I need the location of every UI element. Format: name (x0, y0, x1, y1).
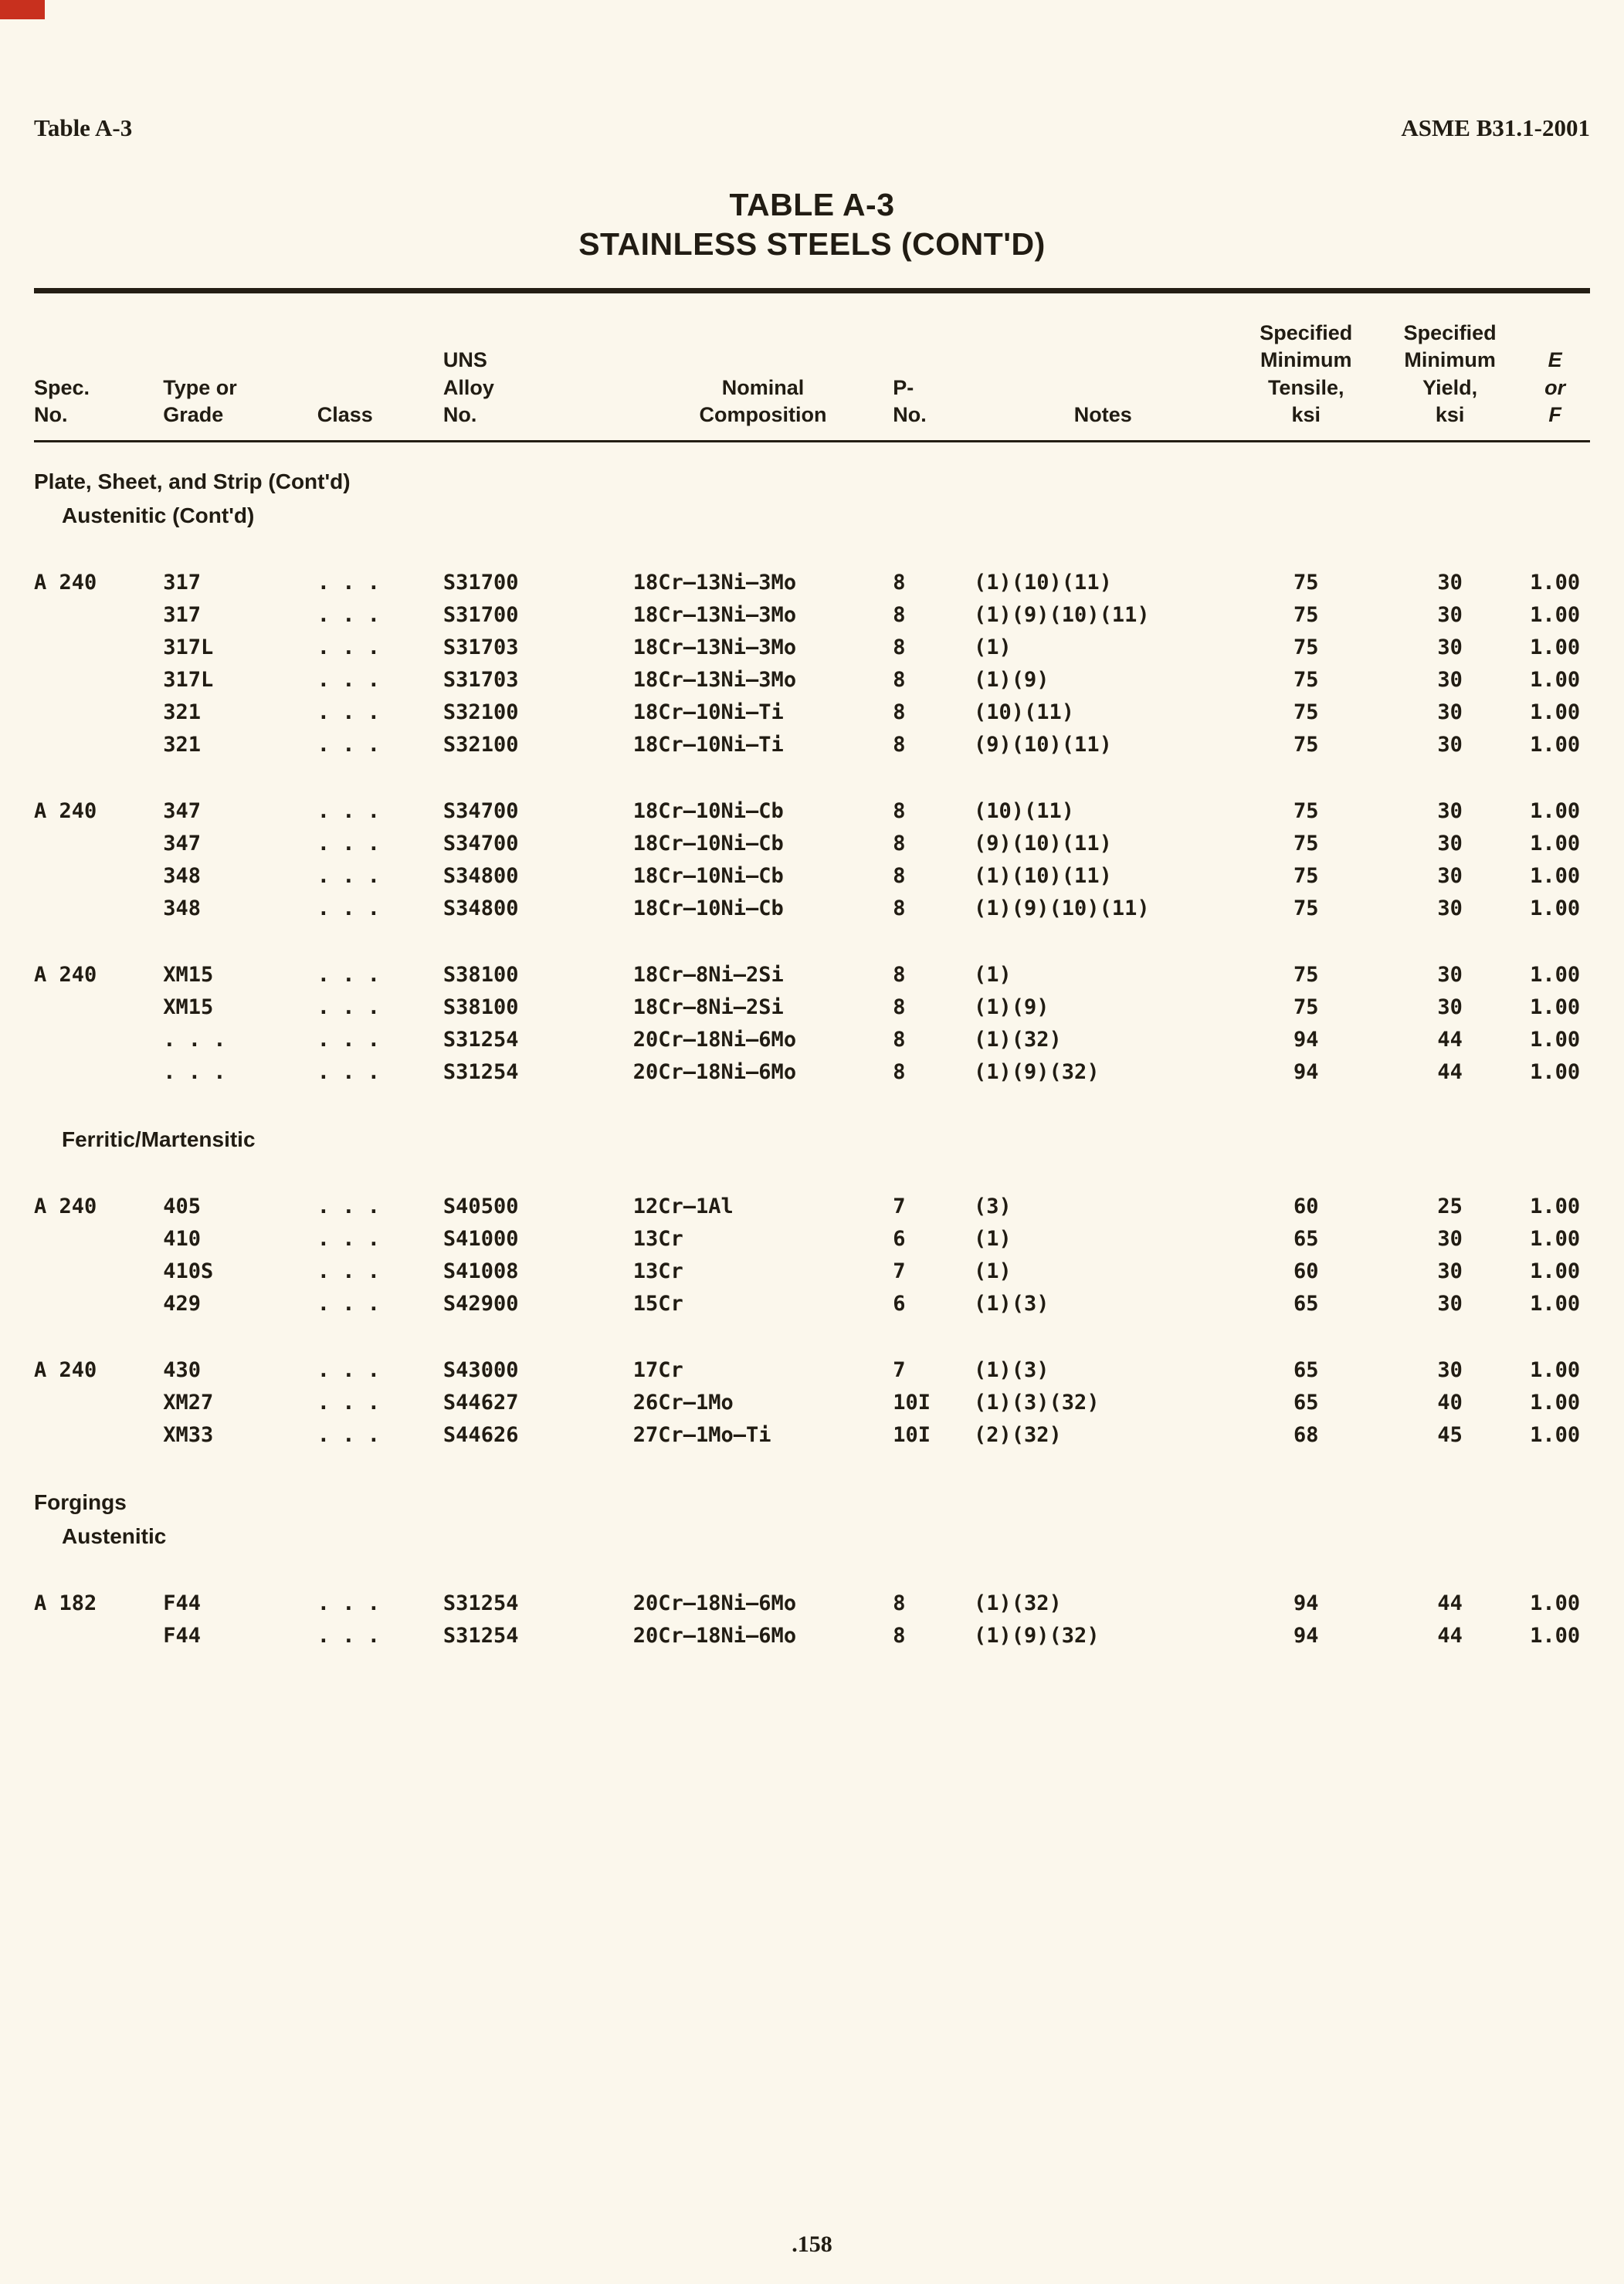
cell-uns-alloy-no: S31254 (442, 1060, 519, 1084)
title-rule (34, 288, 1590, 293)
cell-min-tensile: 94 (1293, 1060, 1319, 1084)
cell-notes: (9)(10)(11) (974, 832, 1112, 856)
cell-e-or-f: 1.00 (1530, 571, 1581, 595)
gap-row (34, 1554, 1590, 1588)
cell-e-or-f: 1.00 (1530, 1624, 1581, 1648)
section-heading: Plate, Sheet, and Strip (Cont'd) (34, 469, 351, 493)
cell-min-tensile: 60 (1293, 1195, 1319, 1218)
cell-e-or-f: 1.00 (1530, 832, 1581, 856)
table-row (34, 1024, 1590, 1056)
cell-class: . . . (317, 1591, 380, 1615)
cell-class: . . . (317, 571, 380, 595)
cell-notes: (10)(11) (974, 700, 1075, 724)
column-header-composition: Nominal Composition (633, 320, 893, 442)
cell-uns-alloy-no: S34800 (442, 864, 519, 888)
cell-min-yield: 30 (1437, 603, 1463, 627)
cell-grade: 410 (163, 1227, 202, 1251)
cell-min-yield: 30 (1437, 668, 1463, 692)
cell-composition: 18Cr–13Ni–3Mo (632, 668, 797, 692)
cell-min-tensile: 75 (1293, 635, 1319, 659)
cell-min-yield: 30 (1437, 896, 1463, 920)
cell-notes: (1)(9)(10)(11) (974, 896, 1150, 920)
cell-e-or-f: 1.00 (1530, 1028, 1581, 1052)
cell-min-tensile: 68 (1293, 1423, 1319, 1447)
cell-spec-no: A 240 (34, 963, 97, 987)
table-row (34, 795, 1590, 828)
table-row (34, 828, 1590, 860)
cell-composition: 12Cr–1Al (632, 1195, 734, 1218)
cell-e-or-f: 1.00 (1530, 1060, 1581, 1084)
cell-min-tensile: 75 (1293, 733, 1319, 757)
cell-p-no: 10I (893, 1423, 931, 1447)
cell-uns-alloy-no: S44627 (442, 1391, 519, 1415)
table-row (34, 1354, 1590, 1387)
gap-row (34, 1320, 1590, 1354)
cell-e-or-f: 1.00 (1530, 1358, 1581, 1382)
cell-class: . . . (317, 603, 380, 627)
column-header-p-no: P- No. (893, 320, 974, 442)
cell-p-no: 8 (893, 571, 906, 595)
cell-uns-alloy-no: S31254 (442, 1591, 519, 1615)
cell-min-tensile: 75 (1293, 995, 1319, 1019)
cell-notes: (1)(3) (974, 1292, 1049, 1316)
cell-grade: . . . (163, 1028, 226, 1052)
cell-e-or-f: 1.00 (1530, 963, 1581, 987)
table-row (34, 1056, 1590, 1089)
cell-class: . . . (317, 1060, 380, 1084)
cell-p-no: 8 (893, 603, 906, 627)
cell-min-tensile: 65 (1293, 1391, 1319, 1415)
cell-notes: (1) (974, 963, 1012, 987)
cell-class: . . . (317, 832, 380, 856)
cell-uns-alloy-no: S34700 (442, 799, 519, 823)
cell-p-no: 8 (893, 1624, 906, 1648)
cell-e-or-f: 1.00 (1530, 799, 1581, 823)
cell-composition: 27Cr–1Mo–Ti (632, 1423, 771, 1447)
cell-spec-no: A 240 (34, 571, 97, 595)
cell-composition: 18Cr–10Ni–Cb (632, 799, 784, 823)
cell-grade: 347 (163, 799, 202, 823)
gap-row (34, 761, 1590, 795)
cell-e-or-f: 1.00 (1530, 1195, 1581, 1218)
cell-grade: 410S (163, 1259, 214, 1283)
cell-uns-alloy-no: S34800 (442, 896, 519, 920)
column-header-notes: Notes (974, 320, 1232, 442)
cell-min-yield: 30 (1437, 1292, 1463, 1316)
table-row (34, 991, 1590, 1024)
cell-uns-alloy-no: S31703 (442, 635, 519, 659)
cell-p-no: 10I (893, 1391, 931, 1415)
cell-uns-alloy-no: S41000 (442, 1227, 519, 1251)
cell-min-yield: 30 (1437, 995, 1463, 1019)
table-row (34, 696, 1590, 729)
cell-min-yield: 30 (1437, 963, 1463, 987)
cell-min-yield: 30 (1437, 864, 1463, 888)
cell-e-or-f: 1.00 (1530, 603, 1581, 627)
cell-grade: XM27 (163, 1391, 214, 1415)
cell-p-no: 8 (893, 963, 906, 987)
cell-class: . . . (317, 668, 380, 692)
table-row (34, 1288, 1590, 1320)
cell-class: . . . (317, 1624, 380, 1648)
cell-uns-alloy-no: S32100 (442, 700, 519, 724)
cell-composition: 15Cr (632, 1292, 683, 1316)
cell-spec-no (34, 729, 163, 761)
section-heading-row (34, 1520, 1590, 1554)
cell-composition: 18Cr–13Ni–3Mo (632, 571, 797, 595)
cell-notes: (2)(32) (974, 1423, 1062, 1447)
cell-spec-no (34, 991, 163, 1024)
cell-uns-alloy-no: S31254 (442, 1028, 519, 1052)
cell-grade: 429 (163, 1292, 202, 1316)
table-row (34, 1191, 1590, 1223)
cell-p-no: 7 (893, 1195, 906, 1218)
cell-spec-no (34, 1288, 163, 1320)
cell-p-no: 8 (893, 1591, 906, 1615)
cell-uns-alloy-no: S38100 (442, 995, 519, 1019)
cell-min-yield: 44 (1437, 1060, 1463, 1084)
cell-grade: 317L (163, 668, 214, 692)
cell-grade: XM15 (163, 963, 214, 987)
cell-grade: 317 (163, 603, 202, 627)
cell-composition: 13Cr (632, 1259, 683, 1283)
cell-min-yield: 30 (1437, 635, 1463, 659)
cell-notes: (1)(9) (974, 995, 1049, 1019)
cell-grade: 321 (163, 700, 202, 724)
gap-row (34, 1157, 1590, 1191)
cell-notes: (1)(9)(10)(11) (974, 603, 1150, 627)
cell-min-yield: 44 (1437, 1591, 1463, 1615)
cell-spec-no (34, 599, 163, 632)
cell-min-yield: 45 (1437, 1423, 1463, 1447)
cell-min-tensile: 75 (1293, 603, 1319, 627)
column-header-grade: Type or Grade (163, 320, 317, 442)
section-heading-row (34, 499, 1590, 533)
cell-uns-alloy-no: S31703 (442, 668, 519, 692)
cell-min-yield: 30 (1437, 700, 1463, 724)
cell-composition: 18Cr–13Ni–3Mo (632, 603, 797, 627)
cell-uns-alloy-no: S44626 (442, 1423, 519, 1447)
cell-e-or-f: 1.00 (1530, 1259, 1581, 1283)
table-row (34, 959, 1590, 991)
cell-p-no: 8 (893, 1060, 906, 1084)
cell-composition: 18Cr–10Ni–Cb (632, 864, 784, 888)
cell-spec-no (34, 1620, 163, 1652)
cell-composition: 18Cr–10Ni–Cb (632, 896, 784, 920)
cell-grade: 317 (163, 571, 202, 595)
cell-p-no: 8 (893, 733, 906, 757)
cell-e-or-f: 1.00 (1530, 864, 1581, 888)
header-row (34, 320, 1590, 442)
cell-composition: 17Cr (632, 1358, 683, 1382)
cell-uns-alloy-no: S31700 (442, 603, 519, 627)
table-wrap (0, 320, 1624, 1652)
cell-spec-no: A 182 (34, 1591, 97, 1615)
cell-min-tensile: 65 (1293, 1292, 1319, 1316)
cell-p-no: 7 (893, 1358, 906, 1382)
table-row (34, 1256, 1590, 1288)
section-heading: Forgings (34, 1489, 127, 1514)
gap-row (34, 442, 1590, 465)
cell-grade: F44 (163, 1591, 202, 1615)
table-row (34, 729, 1590, 761)
cell-grade: 321 (163, 733, 202, 757)
cell-min-tensile: 65 (1293, 1227, 1319, 1251)
cell-e-or-f: 1.00 (1530, 668, 1581, 692)
cell-class: . . . (317, 1195, 380, 1218)
cell-composition: 18Cr–8Ni–2Si (632, 963, 784, 987)
cell-grade: XM33 (163, 1423, 214, 1447)
cell-class: . . . (317, 1292, 380, 1316)
stainless-steels-table (34, 320, 1590, 1652)
cell-min-yield: 44 (1437, 1028, 1463, 1052)
gap-row (34, 1452, 1590, 1486)
cell-p-no: 6 (893, 1292, 906, 1316)
cell-composition: 18Cr–10Ni–Ti (632, 700, 784, 724)
cell-min-tensile: 75 (1293, 668, 1319, 692)
cell-e-or-f: 1.00 (1530, 896, 1581, 920)
cell-spec-no (34, 1024, 163, 1056)
cell-grade: XM15 (163, 995, 214, 1019)
table-subtitle: STAINLESS STEELS (CONT'D) (578, 226, 1046, 263)
cell-e-or-f: 1.00 (1530, 1423, 1581, 1447)
cell-min-yield: 30 (1437, 832, 1463, 856)
cell-class: . . . (317, 864, 380, 888)
cell-uns-alloy-no: S40500 (442, 1195, 519, 1218)
cell-spec-no: A 240 (34, 1195, 97, 1218)
cell-grade: F44 (163, 1624, 202, 1648)
column-header-min-tensile: Specified Minimum Tensile, ksi (1232, 320, 1380, 442)
cell-p-no: 8 (893, 668, 906, 692)
cell-min-yield: 30 (1437, 571, 1463, 595)
cell-p-no: 7 (893, 1259, 906, 1283)
cell-min-yield: 30 (1437, 1259, 1463, 1283)
table-row (34, 1387, 1590, 1419)
cell-class: . . . (317, 700, 380, 724)
cell-composition: 20Cr–18Ni–6Mo (632, 1060, 797, 1084)
cell-class: . . . (317, 1391, 380, 1415)
title-block (0, 185, 1624, 265)
table-row (34, 1419, 1590, 1452)
cell-e-or-f: 1.00 (1530, 700, 1581, 724)
cell-class: . . . (317, 733, 380, 757)
cell-p-no: 8 (893, 700, 906, 724)
cell-min-tensile: 65 (1293, 1358, 1319, 1382)
table-row (34, 1588, 1590, 1620)
cell-uns-alloy-no: S41008 (442, 1259, 519, 1283)
table-row (34, 567, 1590, 599)
cell-notes: (1)(32) (974, 1591, 1062, 1615)
cell-spec-no (34, 1387, 163, 1419)
red-corner-mark (0, 0, 45, 19)
running-header (0, 114, 1624, 142)
section-heading: Austenitic (62, 1523, 167, 1548)
section-heading-row (34, 465, 1590, 499)
cell-notes: (1)(9)(32) (974, 1060, 1100, 1084)
cell-grade: 317L (163, 635, 214, 659)
cell-uns-alloy-no: S38100 (442, 963, 519, 987)
cell-composition: 13Cr (632, 1227, 683, 1251)
cell-composition: 18Cr–13Ni–3Mo (632, 635, 797, 659)
cell-notes: (1) (974, 1227, 1012, 1251)
cell-spec-no (34, 1419, 163, 1452)
table-row (34, 632, 1590, 664)
cell-min-yield: 25 (1437, 1195, 1463, 1218)
gap-row (34, 1089, 1590, 1123)
cell-notes: (1) (974, 635, 1012, 659)
cell-uns-alloy-no: S34700 (442, 832, 519, 856)
cell-class: . . . (317, 995, 380, 1019)
section-heading-row (34, 1486, 1590, 1520)
cell-min-tensile: 60 (1293, 1259, 1319, 1283)
cell-spec-no (34, 828, 163, 860)
column-header-class: Class (317, 320, 443, 442)
cell-notes: (1)(9)(32) (974, 1624, 1100, 1648)
cell-e-or-f: 1.00 (1530, 1591, 1581, 1615)
cell-e-or-f: 1.00 (1530, 995, 1581, 1019)
cell-grade: . . . (163, 1060, 226, 1084)
cell-grade: 347 (163, 832, 202, 856)
cell-class: . . . (317, 1358, 380, 1382)
cell-min-tensile: 75 (1293, 896, 1319, 920)
cell-notes: (1)(10)(11) (974, 864, 1112, 888)
cell-spec-no (34, 893, 163, 925)
cell-grade: 348 (163, 896, 202, 920)
column-header-uns-alloy-no: UNS Alloy No. (443, 320, 633, 442)
cell-grade: 430 (163, 1358, 202, 1382)
cell-spec-no (34, 696, 163, 729)
cell-uns-alloy-no: S42900 (442, 1292, 519, 1316)
cell-uns-alloy-no: S31254 (442, 1624, 519, 1648)
running-header-right: ASME B31.1-2001 (1401, 114, 1590, 141)
table-row (34, 1620, 1590, 1652)
cell-composition: 18Cr–10Ni–Ti (632, 733, 784, 757)
cell-min-tensile: 94 (1293, 1591, 1319, 1615)
cell-p-no: 6 (893, 1227, 906, 1251)
section-heading: Ferritic/Martensitic (62, 1127, 256, 1151)
cell-min-tensile: 75 (1293, 864, 1319, 888)
column-header-min-yield: Specified Minimum Yield, ksi (1380, 320, 1520, 442)
cell-min-yield: 30 (1437, 1358, 1463, 1382)
cell-e-or-f: 1.00 (1530, 1391, 1581, 1415)
cell-min-yield: 30 (1437, 1227, 1463, 1251)
cell-class: . . . (317, 799, 380, 823)
gap-row (34, 925, 1590, 959)
cell-min-yield: 30 (1437, 733, 1463, 757)
cell-spec-no: A 240 (34, 799, 97, 823)
cell-class: . . . (317, 1227, 380, 1251)
cell-composition: 20Cr–18Ni–6Mo (632, 1028, 797, 1052)
section-heading-row (34, 1123, 1590, 1157)
cell-composition: 20Cr–18Ni–6Mo (632, 1624, 797, 1648)
cell-notes: (1)(10)(11) (974, 571, 1112, 595)
cell-composition: 18Cr–10Ni–Cb (632, 832, 784, 856)
cell-spec-no (34, 1256, 163, 1288)
cell-class: . . . (317, 1028, 380, 1052)
table-row (34, 664, 1590, 696)
cell-min-tensile: 94 (1293, 1624, 1319, 1648)
cell-notes: (1)(9) (974, 668, 1049, 692)
cell-class: . . . (317, 1423, 380, 1447)
table-row (34, 860, 1590, 893)
cell-p-no: 8 (893, 896, 906, 920)
table-row (34, 1223, 1590, 1256)
cell-p-no: 8 (893, 832, 906, 856)
cell-min-tensile: 94 (1293, 1028, 1319, 1052)
cell-composition: 20Cr–18Ni–6Mo (632, 1591, 797, 1615)
cell-e-or-f: 1.00 (1530, 733, 1581, 757)
cell-notes: (1) (974, 1259, 1012, 1283)
cell-uns-alloy-no: S31700 (442, 571, 519, 595)
cell-min-tensile: 75 (1293, 832, 1319, 856)
cell-p-no: 8 (893, 995, 906, 1019)
cell-min-yield: 30 (1437, 799, 1463, 823)
cell-e-or-f: 1.00 (1530, 1292, 1581, 1316)
cell-spec-no (34, 1056, 163, 1089)
cell-spec-no: A 240 (34, 1358, 97, 1382)
gap-row (34, 533, 1590, 567)
cell-uns-alloy-no: S43000 (442, 1358, 519, 1382)
cell-notes: (1)(3) (974, 1358, 1049, 1382)
cell-spec-no (34, 664, 163, 696)
cell-e-or-f: 1.00 (1530, 1227, 1581, 1251)
column-header-e-or-f: E or F (1520, 320, 1590, 442)
cell-spec-no (34, 860, 163, 893)
cell-p-no: 8 (893, 1028, 906, 1052)
cell-spec-no (34, 1223, 163, 1256)
cell-uns-alloy-no: S32100 (442, 733, 519, 757)
section-heading: Austenitic (Cont'd) (62, 503, 255, 527)
running-header-left: Table A-3 (34, 114, 133, 141)
cell-class: . . . (317, 635, 380, 659)
cell-notes: (1)(32) (974, 1028, 1062, 1052)
cell-notes: (9)(10)(11) (974, 733, 1112, 757)
cell-class: . . . (317, 963, 380, 987)
cell-composition: 18Cr–8Ni–2Si (632, 995, 784, 1019)
cell-notes: (1)(3)(32) (974, 1391, 1100, 1415)
cell-min-tensile: 75 (1293, 700, 1319, 724)
table-title: TABLE A-3 (729, 187, 895, 222)
cell-e-or-f: 1.00 (1530, 635, 1581, 659)
page-number: .158 (792, 2231, 832, 2257)
cell-grade: 405 (163, 1195, 202, 1218)
cell-min-yield: 40 (1437, 1391, 1463, 1415)
table-row (34, 893, 1590, 925)
cell-min-tensile: 75 (1293, 799, 1319, 823)
cell-min-tensile: 75 (1293, 963, 1319, 987)
cell-notes: (10)(11) (974, 799, 1075, 823)
cell-class: . . . (317, 1259, 380, 1283)
table-row (34, 599, 1590, 632)
cell-composition: 26Cr–1Mo (632, 1391, 734, 1415)
cell-p-no: 8 (893, 635, 906, 659)
cell-min-yield: 44 (1437, 1624, 1463, 1648)
cell-class: . . . (317, 896, 380, 920)
column-header-spec-no: Spec. No. (34, 320, 163, 442)
cell-min-tensile: 75 (1293, 571, 1319, 595)
cell-p-no: 8 (893, 799, 906, 823)
cell-p-no: 8 (893, 864, 906, 888)
cell-spec-no (34, 632, 163, 664)
cell-notes: (3) (974, 1195, 1012, 1218)
cell-grade: 348 (163, 864, 202, 888)
